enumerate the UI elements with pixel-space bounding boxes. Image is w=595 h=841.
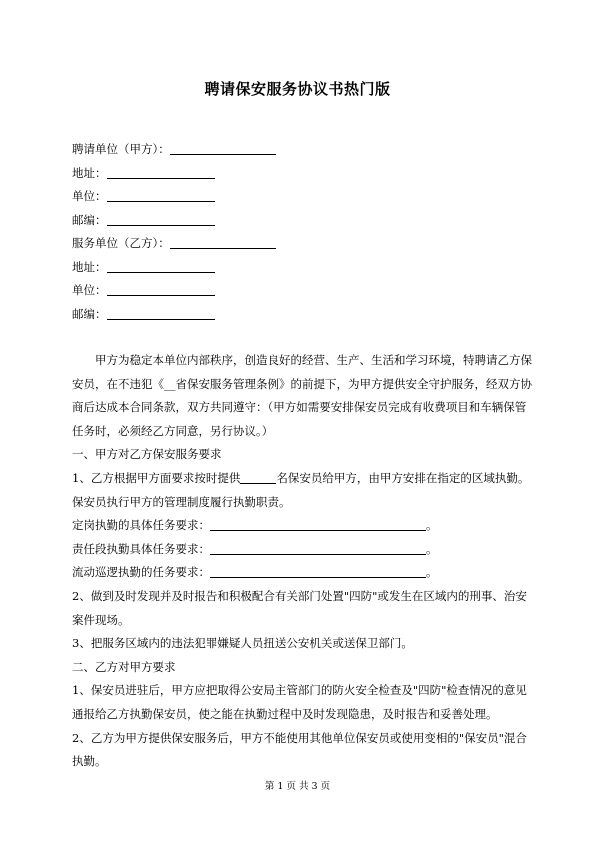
section-2-item-2: 2、乙方为甲方提供保安服务后，甲方不能使用其他单位保安员或使用变相的"保安员"混合执勤。 [72, 730, 527, 769]
party-a-address-label: 地址： [72, 165, 107, 180]
fixed-post-period: 。 [426, 518, 438, 533]
item-1-text-after: 名保安员给甲方，由甲方安排在指定的区域执勤。保安员执行甲方的管理制度履行执勤职责。 [72, 470, 530, 509]
patrol-period: 。 [426, 565, 438, 580]
section-2-item-1: 1、保安员进驻后，甲方应把取得公安局主管部门的防火安全检查及"四防"检查情况的意见通报给乙方执勤保安员，使之能在执勤过程中及时发现隐患，及时报告和妥善处理。 [72, 683, 527, 721]
section-post-requirement [72, 538, 532, 562]
party-a-postcode-blank[interactable] [107, 213, 215, 226]
party-a-address-blank[interactable] [107, 166, 215, 179]
section-post-period: 。 [426, 541, 438, 556]
employer-label: 聘请单位（甲方）： [72, 142, 170, 156]
section-1-heading: 一、甲方对乙方保安服务要求 [72, 447, 222, 462]
section-post-blank[interactable] [210, 542, 426, 555]
party-a-unit-blank[interactable] [107, 189, 215, 202]
guard-count-blank[interactable] [240, 471, 276, 484]
service-unit-blank[interactable] [170, 236, 276, 249]
section-2-heading: 二、乙方对甲方要求 [72, 659, 176, 674]
employer-line [72, 141, 542, 165]
party-a-address-line [72, 165, 542, 189]
intro-paragraph: 甲方为稳定本单位内部秩序，创造良好的经营、生产、生活和学习环境，特聘请乙方保安员，在不违犯《__省保安服务管理条例》的前提下，为甲方提供安全守护服务，经双方协商后达成本合同条款，双方共同遵守：（甲方如需要安排保安员完成有收费项目和车辆保管任务时，必须经乙方同意，另行协议。） [72, 353, 532, 438]
section-1-item-3: 3、把服务区域内的违法犯罪嫌疑人员扭送公安机关或送保卫部门。 [72, 636, 413, 651]
page-footer: 第 1 页 共 3 页 [264, 781, 331, 792]
patrol-requirement [72, 561, 532, 585]
employer-blank[interactable] [170, 142, 276, 155]
document-title: 聘请保安服务协议书热门版 [204, 80, 391, 98]
party-a-unit-label: 单位： [72, 189, 107, 203]
party-info-block [72, 141, 542, 329]
party-b-unit-blank[interactable] [107, 283, 215, 296]
party-b-postcode-label: 邮编： [72, 306, 107, 321]
party-a-postcode-label: 邮编： [72, 212, 107, 227]
party-b-address-label: 地址： [72, 259, 107, 274]
item-1-text-before: 1、乙方根据甲方面要求按时提供 [72, 470, 241, 485]
service-unit-line [72, 235, 542, 259]
fixed-post-requirement [72, 514, 532, 538]
party-a-postcode-line [72, 212, 542, 236]
patrol-blank[interactable] [210, 565, 426, 578]
section-post-label: 责任段执勤具体任务要求： [72, 541, 210, 556]
fixed-post-label: 定岗执勤的具体任务要求： [72, 518, 210, 533]
fixed-post-blank[interactable] [210, 518, 426, 531]
party-b-unit-label: 单位： [72, 283, 107, 297]
section-1-item-2: 2、做到及时发现并及时报告和积极配合有关部门处置"四防"或发生在区域内的刑事、治安案件现场。 [72, 588, 527, 627]
service-unit-label: 服务单位（乙方）： [72, 236, 170, 250]
agreement-body [72, 349, 532, 774]
party-a-unit-line [72, 188, 542, 212]
party-b-address-line [72, 259, 542, 283]
party-b-unit-line [72, 282, 542, 306]
party-b-postcode-line [72, 306, 542, 330]
patrol-label: 流动巡逻执勤的任务要求： [72, 565, 210, 580]
party-b-postcode-blank[interactable] [107, 307, 215, 320]
section-1-item-1 [72, 467, 532, 514]
party-b-address-blank[interactable] [107, 260, 215, 273]
